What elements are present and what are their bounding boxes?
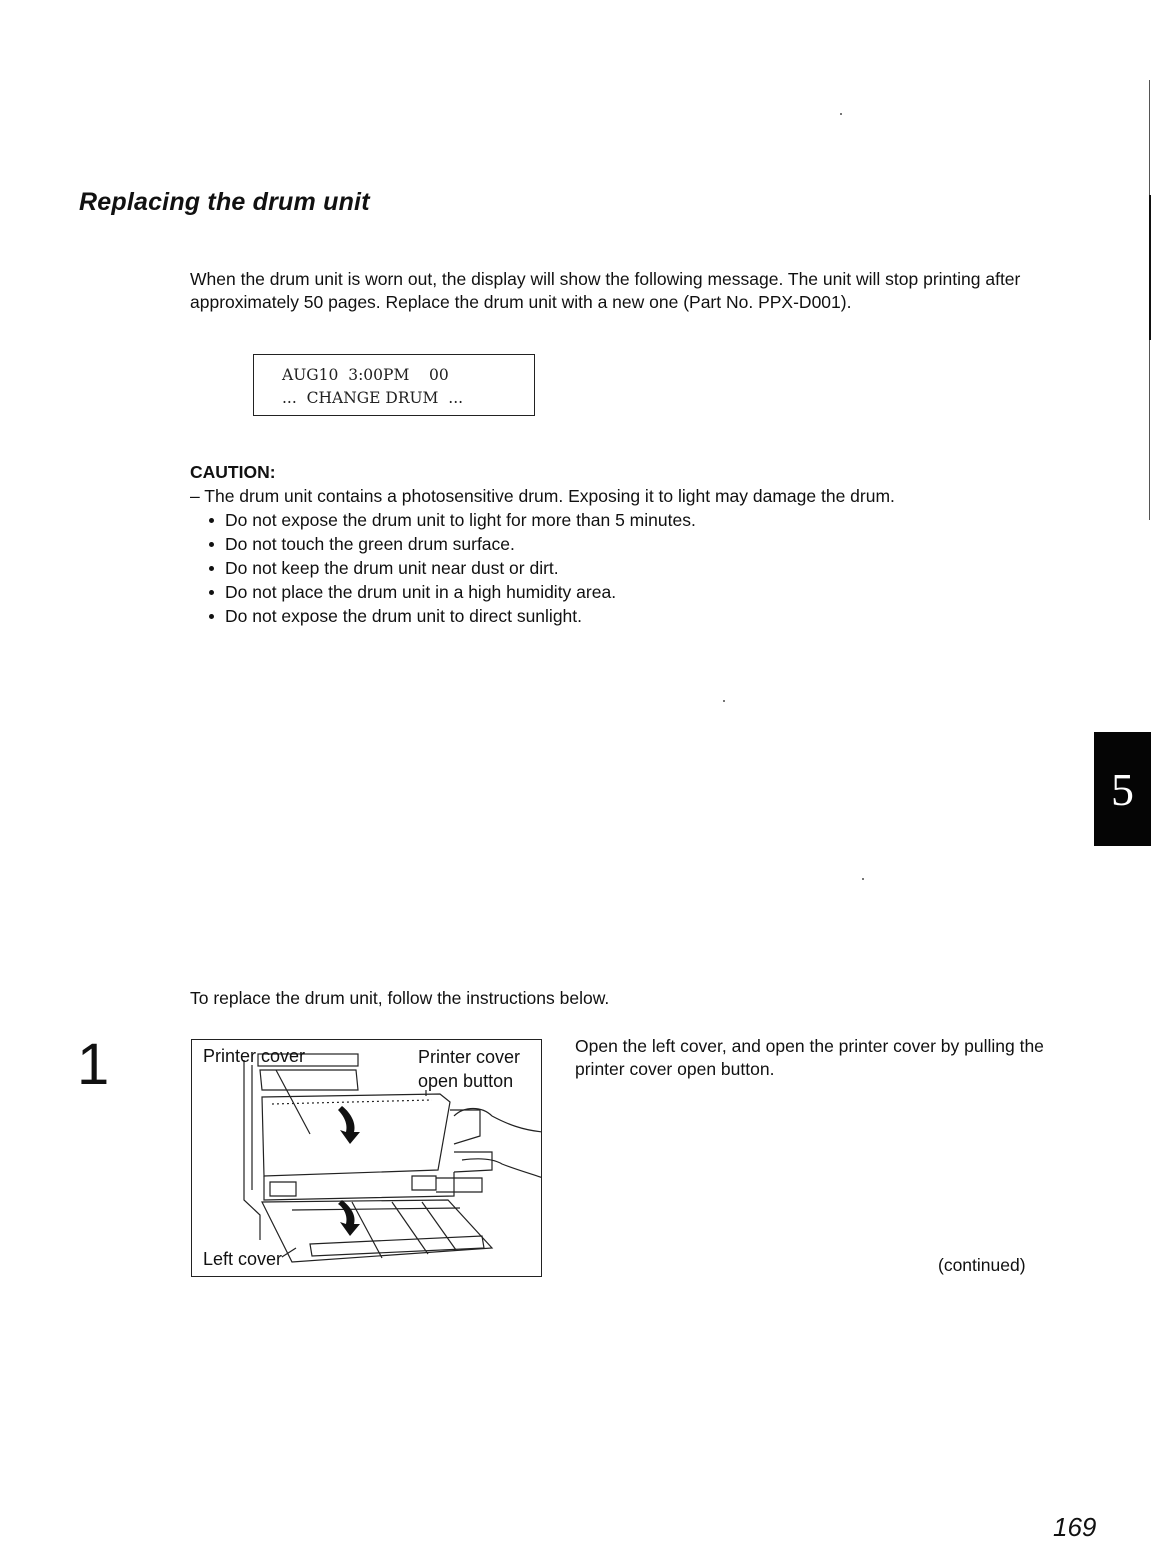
caution-item: Do not expose the drum unit to direct sunlight. <box>208 604 696 628</box>
lcd-line-2: ... CHANGE DRUM ... <box>282 389 464 407</box>
scan-speck <box>723 700 725 702</box>
caution-item: Do not expose the drum unit to light for more than 5 minutes. <box>208 508 696 532</box>
step-number: 1 <box>77 1032 110 1097</box>
step-1-figure <box>191 1039 542 1277</box>
label-printer-cover: Printer cover <box>203 1046 306 1066</box>
label-left-cover: Left cover <box>203 1249 283 1269</box>
step-1-text: Open the left cover, and open the printer cover by pulling the printer cover open button. <box>575 1036 1044 1079</box>
caution-lead-text: – The drum unit contains a photosensitive drum. Exposing it to light may damage the drum. <box>190 486 895 506</box>
scan-speck <box>862 878 864 880</box>
scan-speck <box>840 113 842 115</box>
chapter-tab <box>1094 732 1151 846</box>
caution-heading: CAUTION: <box>190 462 276 482</box>
section-title: Replacing the drum unit <box>79 188 370 216</box>
caution-item: Do not touch the green drum surface. <box>208 532 696 556</box>
continued-note: (continued) <box>938 1255 1026 1275</box>
lcd-line-1: AUG10 3:00PM 00 <box>282 366 449 384</box>
lcd-display-message <box>253 354 535 416</box>
page-number: 169 <box>1053 1512 1097 1542</box>
caution-item: Do not place the drum unit in a high humidity area. <box>208 580 696 604</box>
label-open-button-line2: open button <box>418 1071 514 1091</box>
instructions-lead: To replace the drum unit, follow the instructions below. <box>190 988 610 1008</box>
caution-item: Do not keep the drum unit near dust or dirt. <box>208 556 696 580</box>
label-open-button-line1: Printer cover <box>418 1047 521 1067</box>
intro-paragraph: When the drum unit is worn out, the display will show the following message. The unit will stop printing after approximately 50 pages. Replace the drum unit with a new one (Part No. PPX-D001). <box>190 269 1021 312</box>
chapter-tab-number: 5 <box>1111 763 1134 815</box>
caution-list <box>208 508 696 628</box>
